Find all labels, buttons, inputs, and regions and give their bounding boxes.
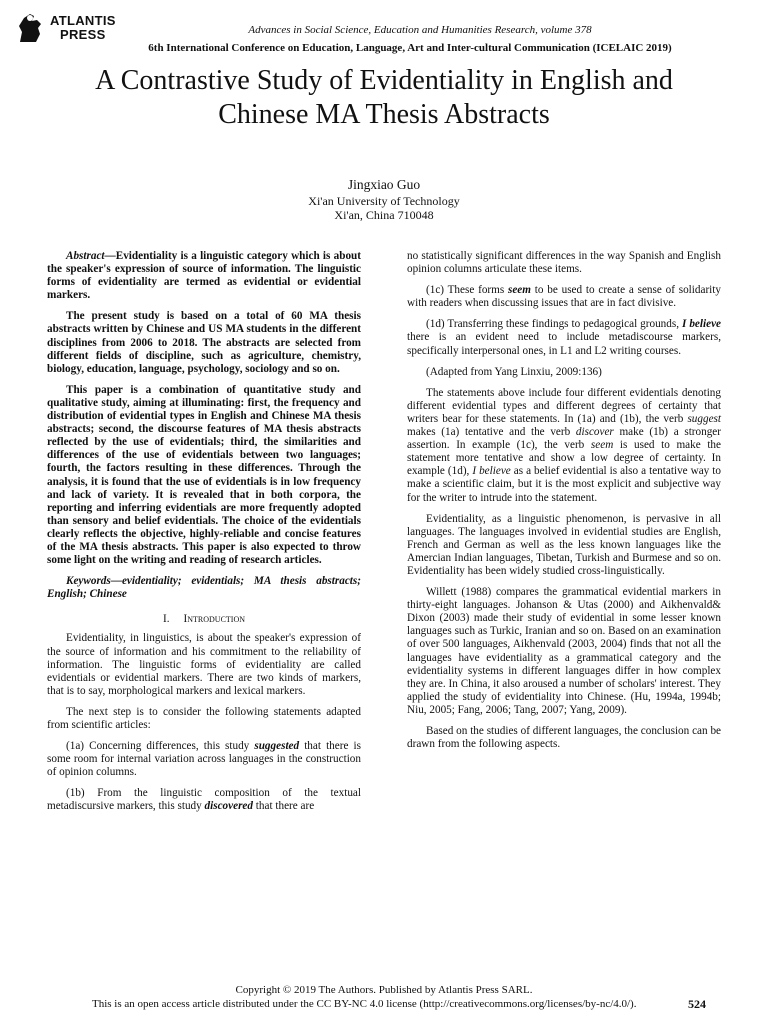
keywords: Keywords—evidentiality; evidentials; MA thesis abstracts; English; Chinese bbox=[47, 575, 361, 601]
analysis-text-b: makes (1a) tentative and the verb bbox=[407, 426, 576, 439]
abstract-paragraph-3: This paper is a combination of quantitative study and qualitative study, aiming at illuminating: first, the frequency and distribution of evidential types in English and Chinese MA thesis abstracts; second, the discourse features of MA thesis abstracts reflected by the use of evidentials; third, the similarities and differences of the use of evidentials between two languages; fourth, the factors resulting in these differences. Through the analysis, it is found that the use of evidentials is in low frequency and lack of variety. It is revealed that in both corpora, the reporting and inferring evidentials are more frequently adopted than sensory and belief evidentials. The choice of the evidentials clearly reflects the objective, highly-reliable and concise features of the MA thesis abstracts. This paper is also expected to throw some light on the writing and reading of research articles. bbox=[47, 383, 361, 567]
analysis-em-believe: I believe bbox=[472, 465, 511, 478]
intro-paragraph-2: The next step is to consider the following statements adapted from scientific articles: bbox=[47, 705, 361, 731]
footer-copyright: Copyright © 2019 The Authors. Published by Atlantis Press SARL. bbox=[235, 984, 533, 996]
example-1a-emphasis: suggested bbox=[254, 740, 300, 753]
example-1d-emphasis: I believe bbox=[682, 318, 721, 331]
examples-source: (Adapted from Yang Linxiu, 2009:136) bbox=[426, 365, 602, 378]
logo-wordmark bbox=[50, 14, 116, 42]
example-1c-rest: to be used to create a sense of solidarity with readers when discussing issues that are in fact divisive. bbox=[407, 284, 721, 310]
title-line2: Chinese MA Thesis Abstracts bbox=[218, 99, 550, 130]
paper-title bbox=[30, 64, 738, 132]
abstract-text-1: Evidentiality is a linguistic category which is about the speaker's expression of source of information. The linguistic forms of evidentiality are termed as evidential or evidential markers. bbox=[47, 250, 361, 302]
example-1b bbox=[47, 787, 361, 813]
example-1b-continuation: no statistically significant differences in the way Spanish and English opinion columns articulate these items. bbox=[407, 250, 721, 276]
example-1d bbox=[407, 318, 721, 357]
author-affiliation bbox=[0, 194, 768, 222]
body-paragraph-analysis bbox=[407, 387, 721, 505]
example-1a-text: (1a) Concerning differences, this study bbox=[66, 740, 255, 753]
example-1c-emphasis: seem bbox=[507, 284, 531, 297]
affiliation-line1: Xi'an University of Technology bbox=[308, 194, 460, 208]
analysis-text-e: as a belief evidential is also a tentative way to make a scientific claim, but it is the most explicit and subjective way for the writer to intrude into the statement. bbox=[407, 465, 721, 504]
analysis-em-suggest: suggest bbox=[687, 412, 721, 425]
publisher-logo bbox=[16, 12, 126, 46]
analysis-text-a: The statements above include four different evidentials denoting different evidential types and different degrees of certainty that writers bear for these statements. In (1a) and (1b), the verb bbox=[407, 386, 721, 425]
analysis-text-d: is used to make the statement more tentative and show a low degree of certainty. In example (1d), bbox=[407, 439, 721, 478]
analysis-text-c: make (1b) a stronger assertion. In example (1c), the verb bbox=[407, 426, 722, 452]
title-line1: A Contrastive Study of Evidentiality in English and bbox=[95, 65, 673, 96]
example-1b-emphasis: discovered bbox=[204, 800, 253, 813]
example-1a-rest: that there is some room for internal variation across languages in the construction of opinion columns. bbox=[47, 740, 361, 779]
example-1c-text: (1c) These forms bbox=[426, 284, 508, 297]
affiliation-line2: Xi'an, China 710048 bbox=[334, 208, 434, 222]
abstract-paragraph-1 bbox=[47, 250, 361, 302]
logo-line2: PRESS bbox=[60, 27, 106, 42]
atlantis-figure-icon bbox=[16, 12, 44, 44]
section-number: I. bbox=[162, 613, 170, 626]
footer-license: This is an open access article distributed under the CC BY-NC 4.0 license (http://creativecommons.org/licenses/by-nc/4.0/). bbox=[92, 998, 637, 1010]
logo-line1: ATLANTIS bbox=[50, 13, 116, 28]
body-paragraph-pervasive: Evidentiality, as a linguistic phenomenon, is pervasive in all languages. The languages involved in evidential studies are English, French and German as well as the less known languages like the Amercian Indian languages, Tibetan, Turkish and Burmese and so on. Evidentiality has been widely studied cross-linguistically. bbox=[407, 512, 721, 577]
section-title: Introduction bbox=[183, 613, 246, 626]
series-title: Advances in Social Science, Education and Humanities Research, volume 378 bbox=[248, 24, 592, 36]
example-1a bbox=[47, 740, 361, 779]
body-paragraph-conclusion: Based on the studies of different languages, the conclusion can be drawn from the following aspects. bbox=[407, 725, 721, 751]
example-1b-rest: that there are bbox=[253, 800, 315, 813]
right-column bbox=[407, 250, 721, 759]
left-column bbox=[47, 250, 361, 822]
abstract-paragraph-2: The present study is based on a total of 60 MA thesis abstracts written by Chinese and US MA students in the different disciplines from 2006 to 2018. The abstracts are selected from different fields of discipline, such as agriculture, chemistry, biology, education, language, psychology, sociology and so on. bbox=[47, 310, 361, 375]
intro-paragraph-1: Evidentiality, in linguistics, is about the speaker's expression of the source of information and his commitment to the reliability of information. The linguistic forms of evidentiality are called evidentials or evidential markers. There are two kinds of markers, that is to say, morphological markers and lexical markers. bbox=[47, 632, 361, 697]
example-1d-rest: there is an evident need to include metadiscourse markers, specifically interpersonal ones, in L1 and L2 writing courses. bbox=[407, 331, 721, 357]
analysis-em-seem: seem bbox=[590, 439, 614, 452]
page-number: 524 bbox=[688, 997, 706, 1011]
section-heading-introduction bbox=[47, 613, 361, 626]
example-1c bbox=[407, 284, 721, 310]
author-name: Jingxiao Guo bbox=[347, 177, 421, 192]
analysis-em-discover: discover bbox=[575, 426, 614, 439]
conference-title: 6th International Conference on Education, Language, Art and Inter-cultural Communication (ICELAIC 2019) bbox=[148, 42, 672, 54]
example-1d-text: (1d) Transferring these findings to pedagogical grounds, bbox=[426, 318, 682, 331]
abstract-dash: — bbox=[104, 250, 116, 262]
body-paragraph-willett: Willett (1988) compares the grammatical evidential markers in thirty-eight languages. Johanson & Utas (2000) and Aikhenvald& Dixon (2003) made their study of evidential in some lesser known languages such as Turkic, Iranian and so on. Based on an examination of over 500 languages, Aikhenvald (2003, 2004) finds that not all the languages have evidentiality as a grammatical category and the evidentiality systems in different languages differ in how complex they are. In China, it also aroused a number of scholars' interest. They applied the study of evidentiality into Chinese. (Hu, 1994a, 1994b; Niu, 2005; Fang, 2006; Tang, 2007; Yang, 2009). bbox=[407, 586, 721, 716]
abstract-label: Abstract bbox=[66, 250, 105, 262]
example-1b-text: (1b) From the linguistic composition of the textual metadiscursive markers, this study bbox=[47, 787, 361, 813]
